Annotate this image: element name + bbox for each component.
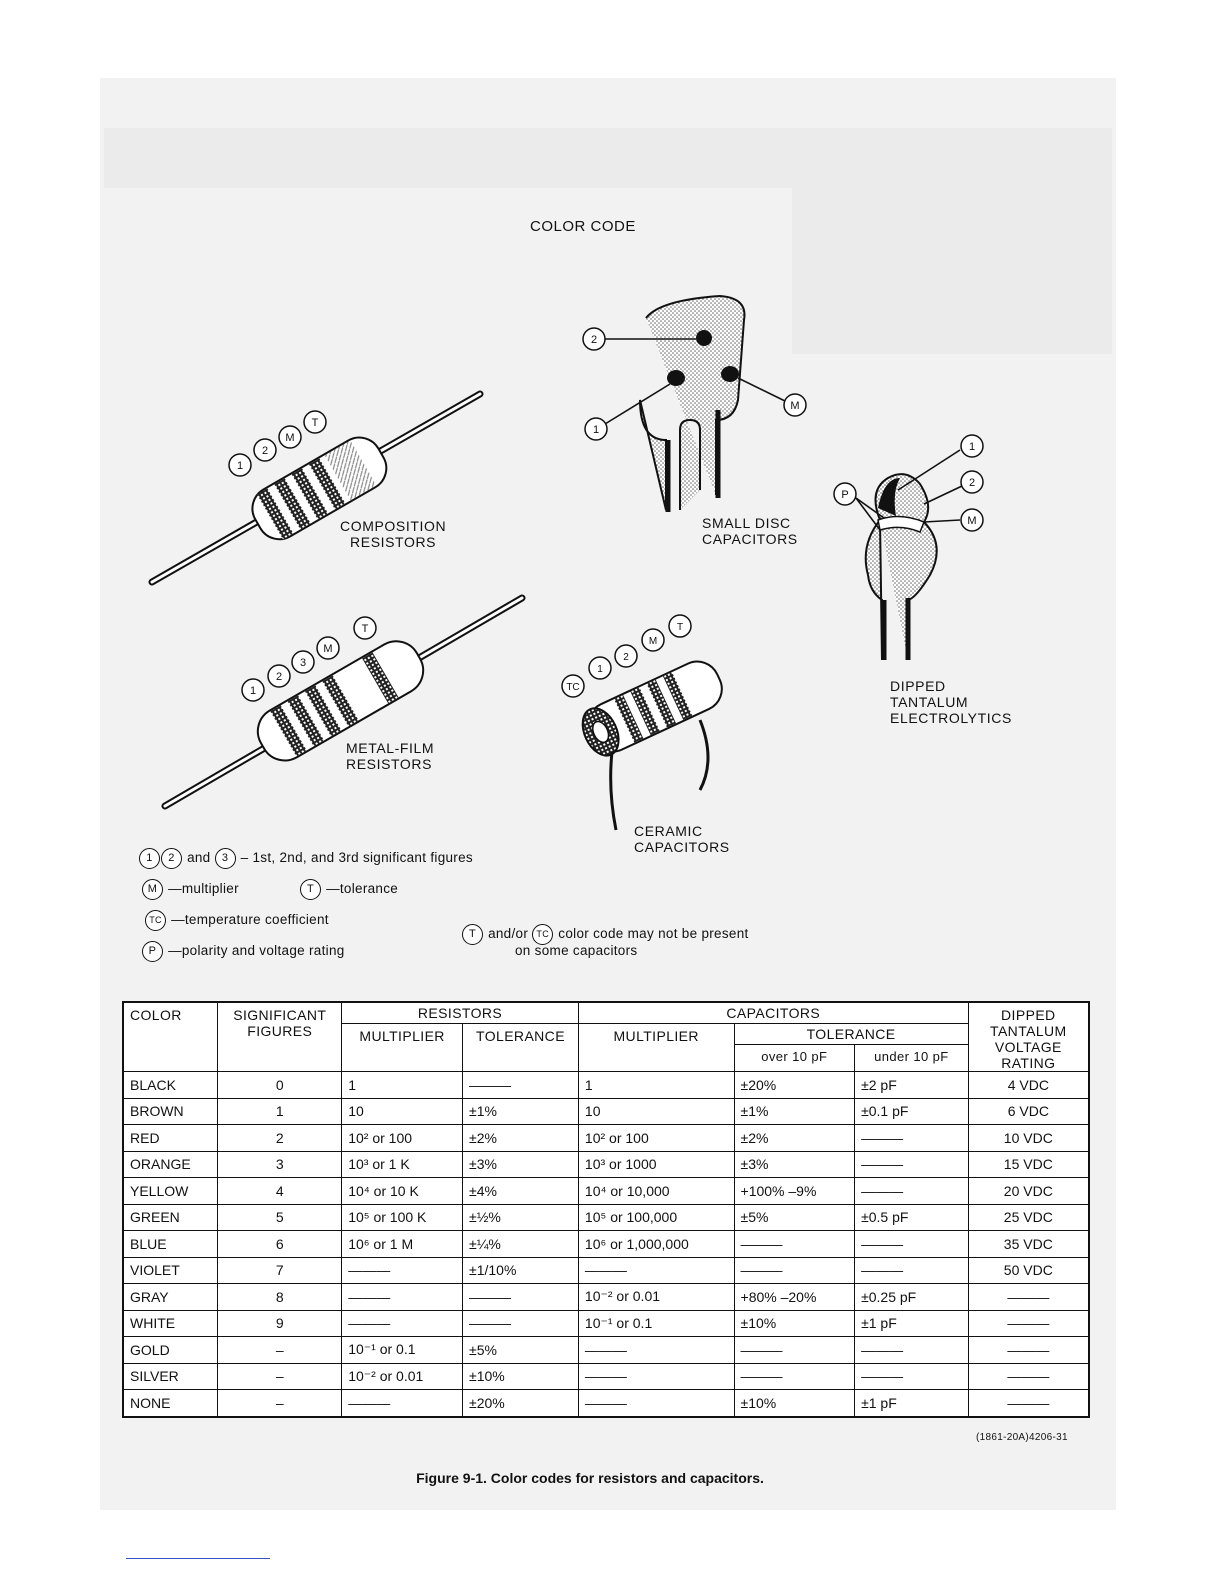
- cell-over: ±1%: [734, 1098, 855, 1125]
- composition-resistor: [152, 394, 480, 582]
- cell-under: ±0.5 pF: [855, 1204, 969, 1231]
- cell-under: ———: [855, 1257, 969, 1284]
- composition-resistors-label: COMPOSITION RESISTORS: [340, 518, 447, 550]
- mark-1: 1: [592, 424, 600, 436]
- color-code-table: [122, 1001, 1090, 1418]
- mark-1: 1: [968, 441, 976, 453]
- cell-c-mult: 10⁵ or 100,000: [578, 1204, 734, 1231]
- cell-color: GREEN: [123, 1204, 218, 1231]
- cell-c-mult: 10: [578, 1098, 734, 1125]
- cell-color: NONE: [123, 1390, 218, 1417]
- mark-2: 2: [968, 477, 976, 489]
- cell-color: BROWN: [123, 1098, 218, 1125]
- cell-volt: 35 VDC: [968, 1231, 1089, 1258]
- mark-2: 2: [623, 652, 629, 663]
- cell-under: ±0.25 pF: [855, 1284, 969, 1311]
- cell-volt: 6 VDC: [968, 1098, 1089, 1125]
- cell-c-mult: ———: [578, 1337, 734, 1364]
- header-capacitors: CAPACITORS: [578, 1002, 968, 1024]
- cell-sig: 4: [218, 1178, 342, 1205]
- cell-r-tol: ±20%: [463, 1390, 579, 1417]
- cell-r-mult: 10⁻¹ or 0.1: [342, 1337, 463, 1364]
- cell-r-mult: ———: [342, 1310, 463, 1337]
- mark-t: T: [361, 623, 369, 635]
- cell-sig: 2: [218, 1125, 342, 1152]
- cell-over: ±10%: [734, 1310, 855, 1337]
- table-row: [123, 1284, 1089, 1311]
- cell-r-tol: ±½%: [463, 1204, 579, 1231]
- mark-t: T: [311, 417, 319, 429]
- cell-volt: 25 VDC: [968, 1204, 1089, 1231]
- legend-tolerance: T —tolerance: [300, 879, 398, 900]
- cell-r-tol: ±1/10%: [463, 1257, 579, 1284]
- cell-under: ———: [855, 1151, 969, 1178]
- cell-c-mult: ———: [578, 1257, 734, 1284]
- cell-r-mult: 10⁴ or 10 K: [342, 1178, 463, 1205]
- cell-over: ———: [734, 1363, 855, 1390]
- header-capacitor-multiplier: MULTIPLIER: [578, 1024, 734, 1072]
- table-row: [123, 1390, 1089, 1417]
- cell-color: SILVER: [123, 1363, 218, 1390]
- cell-r-tol: ±3%: [463, 1151, 579, 1178]
- cell-volt: 50 VDC: [968, 1257, 1089, 1284]
- header-under-10pf: under 10 pF: [855, 1045, 969, 1072]
- cell-color: GRAY: [123, 1284, 218, 1311]
- cell-r-tol: ———: [463, 1284, 579, 1311]
- cell-r-mult: ———: [342, 1390, 463, 1417]
- cell-r-mult: ———: [342, 1257, 463, 1284]
- mark-m: M: [323, 643, 333, 655]
- cell-over: ———: [734, 1231, 855, 1258]
- cell-r-tol: ±2%: [463, 1125, 579, 1152]
- mark-2: 2: [261, 445, 269, 457]
- cell-sig: –: [218, 1363, 342, 1390]
- header-dipped-tantalum: DIPPED TANTALUM VOLTAGE RATING: [968, 1002, 1089, 1072]
- dipped-tantalum: [834, 435, 983, 660]
- mark-2: 2: [590, 334, 598, 346]
- cell-under: ±2 pF: [855, 1072, 969, 1099]
- cell-over: ±10%: [734, 1390, 855, 1417]
- dipped-tantalum-label: DIPPED TANTALUM ELECTROLYTICS: [890, 678, 1012, 726]
- cell-under: ±1 pF: [855, 1310, 969, 1337]
- mark-m: M: [967, 515, 977, 527]
- figure-title: COLOR CODE: [530, 218, 636, 235]
- table-row: [123, 1125, 1089, 1152]
- cell-c-mult: 10³ or 1000: [578, 1151, 734, 1178]
- cell-r-mult: 10: [342, 1098, 463, 1125]
- cell-under: ———: [855, 1125, 969, 1152]
- legend-multiplier: M —multiplier: [142, 879, 239, 900]
- header-resistor-tolerance: TOLERANCE: [463, 1024, 579, 1072]
- cell-volt: ———: [968, 1284, 1089, 1311]
- cell-over: +80% –20%: [734, 1284, 855, 1311]
- cell-color: BLACK: [123, 1072, 218, 1099]
- footnote-rule: [126, 1558, 270, 1559]
- cell-r-mult: 1: [342, 1072, 463, 1099]
- cell-volt: 10 VDC: [968, 1125, 1089, 1152]
- cell-over: ±2%: [734, 1125, 855, 1152]
- cell-volt: ———: [968, 1363, 1089, 1390]
- cell-color: BLUE: [123, 1231, 218, 1258]
- cell-sig: 7: [218, 1257, 342, 1284]
- ceramic-capacitors-label: CERAMIC CAPACITORS: [634, 823, 730, 855]
- table-row: [123, 1072, 1089, 1099]
- legend-not-present-line2: on some capacitors: [515, 943, 638, 958]
- cell-under: ±1 pF: [855, 1390, 969, 1417]
- cell-over: ±5%: [734, 1204, 855, 1231]
- small-disc-capacitors-label: SMALL DISC CAPACITORS: [702, 515, 798, 547]
- reference-number: (1861-20A)4206-31: [976, 1432, 1068, 1443]
- cell-sig: 1: [218, 1098, 342, 1125]
- header-capacitor-tolerance: TOLERANCE: [734, 1024, 968, 1045]
- table-row: [123, 1257, 1089, 1284]
- cell-sig: –: [218, 1390, 342, 1417]
- cell-r-tol: ±5%: [463, 1337, 579, 1364]
- cell-c-mult: ———: [578, 1390, 734, 1417]
- metal-film-resistor: [165, 598, 522, 806]
- mark-m: M: [790, 400, 800, 412]
- table-row: [123, 1363, 1089, 1390]
- cell-r-mult: ———: [342, 1284, 463, 1311]
- cell-volt: 4 VDC: [968, 1072, 1089, 1099]
- cell-over: ———: [734, 1337, 855, 1364]
- table-row: [123, 1098, 1089, 1125]
- cell-sig: 5: [218, 1204, 342, 1231]
- cell-sig: 0: [218, 1072, 342, 1099]
- cell-c-mult: ———: [578, 1363, 734, 1390]
- cell-c-mult: 10⁻¹ or 0.1: [578, 1310, 734, 1337]
- mark-m: M: [285, 432, 295, 444]
- cell-under: ———: [855, 1178, 969, 1205]
- table-row: [123, 1151, 1089, 1178]
- cell-volt: ———: [968, 1390, 1089, 1417]
- cell-r-tol: ———: [463, 1310, 579, 1337]
- cell-r-tol: ±1%: [463, 1098, 579, 1125]
- table-row: [123, 1337, 1089, 1364]
- mark-1: 1: [236, 460, 244, 472]
- mark-1: 1: [597, 664, 603, 675]
- cell-under: ———: [855, 1231, 969, 1258]
- cell-c-mult: 1: [578, 1072, 734, 1099]
- cell-color: VIOLET: [123, 1257, 218, 1284]
- cell-over: ———: [734, 1257, 855, 1284]
- cell-sig: –: [218, 1337, 342, 1364]
- figure-caption: Figure 9-1. Color codes for resistors and capacitors.: [416, 1470, 764, 1486]
- cell-r-tol: ±¼%: [463, 1231, 579, 1258]
- cell-r-tol: ±4%: [463, 1178, 579, 1205]
- legend-temperature-coefficient: TC —temperature coefficient: [145, 910, 329, 931]
- cell-r-tol: ———: [463, 1072, 579, 1099]
- cell-under: ———: [855, 1363, 969, 1390]
- cell-r-mult: 10⁻² or 0.01: [342, 1363, 463, 1390]
- cell-volt: 20 VDC: [968, 1178, 1089, 1205]
- header-over-10pf: over 10 pF: [734, 1045, 855, 1072]
- cell-sig: 9: [218, 1310, 342, 1337]
- cell-sig: 6: [218, 1231, 342, 1258]
- cell-over: +100% –9%: [734, 1178, 855, 1205]
- cell-over: ±20%: [734, 1072, 855, 1099]
- mark-2: 2: [275, 671, 283, 683]
- header-resistor-multiplier: MULTIPLIER: [342, 1024, 463, 1072]
- legend-not-present: T and/or TC color code may not be present: [462, 924, 749, 945]
- cell-c-mult: 10⁻² or 0.01: [578, 1284, 734, 1311]
- cell-sig: 3: [218, 1151, 342, 1178]
- cell-color: ORANGE: [123, 1151, 218, 1178]
- mark-p: P: [841, 489, 849, 501]
- cell-r-tol: ±10%: [463, 1363, 579, 1390]
- mark-1: 1: [249, 685, 257, 697]
- header-color: COLOR: [123, 1002, 218, 1072]
- cell-color: RED: [123, 1125, 218, 1152]
- table-row: [123, 1231, 1089, 1258]
- mark-m: M: [648, 636, 658, 647]
- cell-color: YELLOW: [123, 1178, 218, 1205]
- table-row: [123, 1204, 1089, 1231]
- cell-under: ±0.1 pF: [855, 1098, 969, 1125]
- table-row: [123, 1178, 1089, 1205]
- ceramic-capacitor: [562, 615, 729, 830]
- cell-volt: ———: [968, 1310, 1089, 1337]
- cell-c-mult: 10⁴ or 10,000: [578, 1178, 734, 1205]
- header-significant-figures: SIGNIFICANT FIGURES: [218, 1002, 342, 1072]
- cell-color: WHITE: [123, 1310, 218, 1337]
- cell-volt: 15 VDC: [968, 1151, 1089, 1178]
- metal-film-resistors-label: METAL-FILM RESISTORS: [346, 740, 435, 772]
- legend-polarity: P —polarity and voltage rating: [142, 941, 345, 962]
- cell-under: ———: [855, 1337, 969, 1364]
- legend-significant-figures: 1 2 and 3 – 1st, 2nd, and 3rd significant figures: [139, 848, 473, 869]
- cell-r-mult: 10² or 100: [342, 1125, 463, 1152]
- mark-3: 3: [299, 657, 307, 669]
- table-row: [123, 1310, 1089, 1337]
- cell-r-mult: 10⁵ or 100 K: [342, 1204, 463, 1231]
- cell-r-mult: 10³ or 1 K: [342, 1151, 463, 1178]
- mark-tc: TC: [566, 682, 580, 693]
- cell-sig: 8: [218, 1284, 342, 1311]
- cell-volt: ———: [968, 1337, 1089, 1364]
- cell-color: GOLD: [123, 1337, 218, 1364]
- cell-r-mult: 10⁶ or 1 M: [342, 1231, 463, 1258]
- cell-c-mult: 10² or 100: [578, 1125, 734, 1152]
- cell-over: ±3%: [734, 1151, 855, 1178]
- mark-t: T: [676, 622, 684, 633]
- small-disc-capacitor: [583, 296, 806, 512]
- cell-c-mult: 10⁶ or 1,000,000: [578, 1231, 734, 1258]
- header-resistors: RESISTORS: [342, 1002, 579, 1024]
